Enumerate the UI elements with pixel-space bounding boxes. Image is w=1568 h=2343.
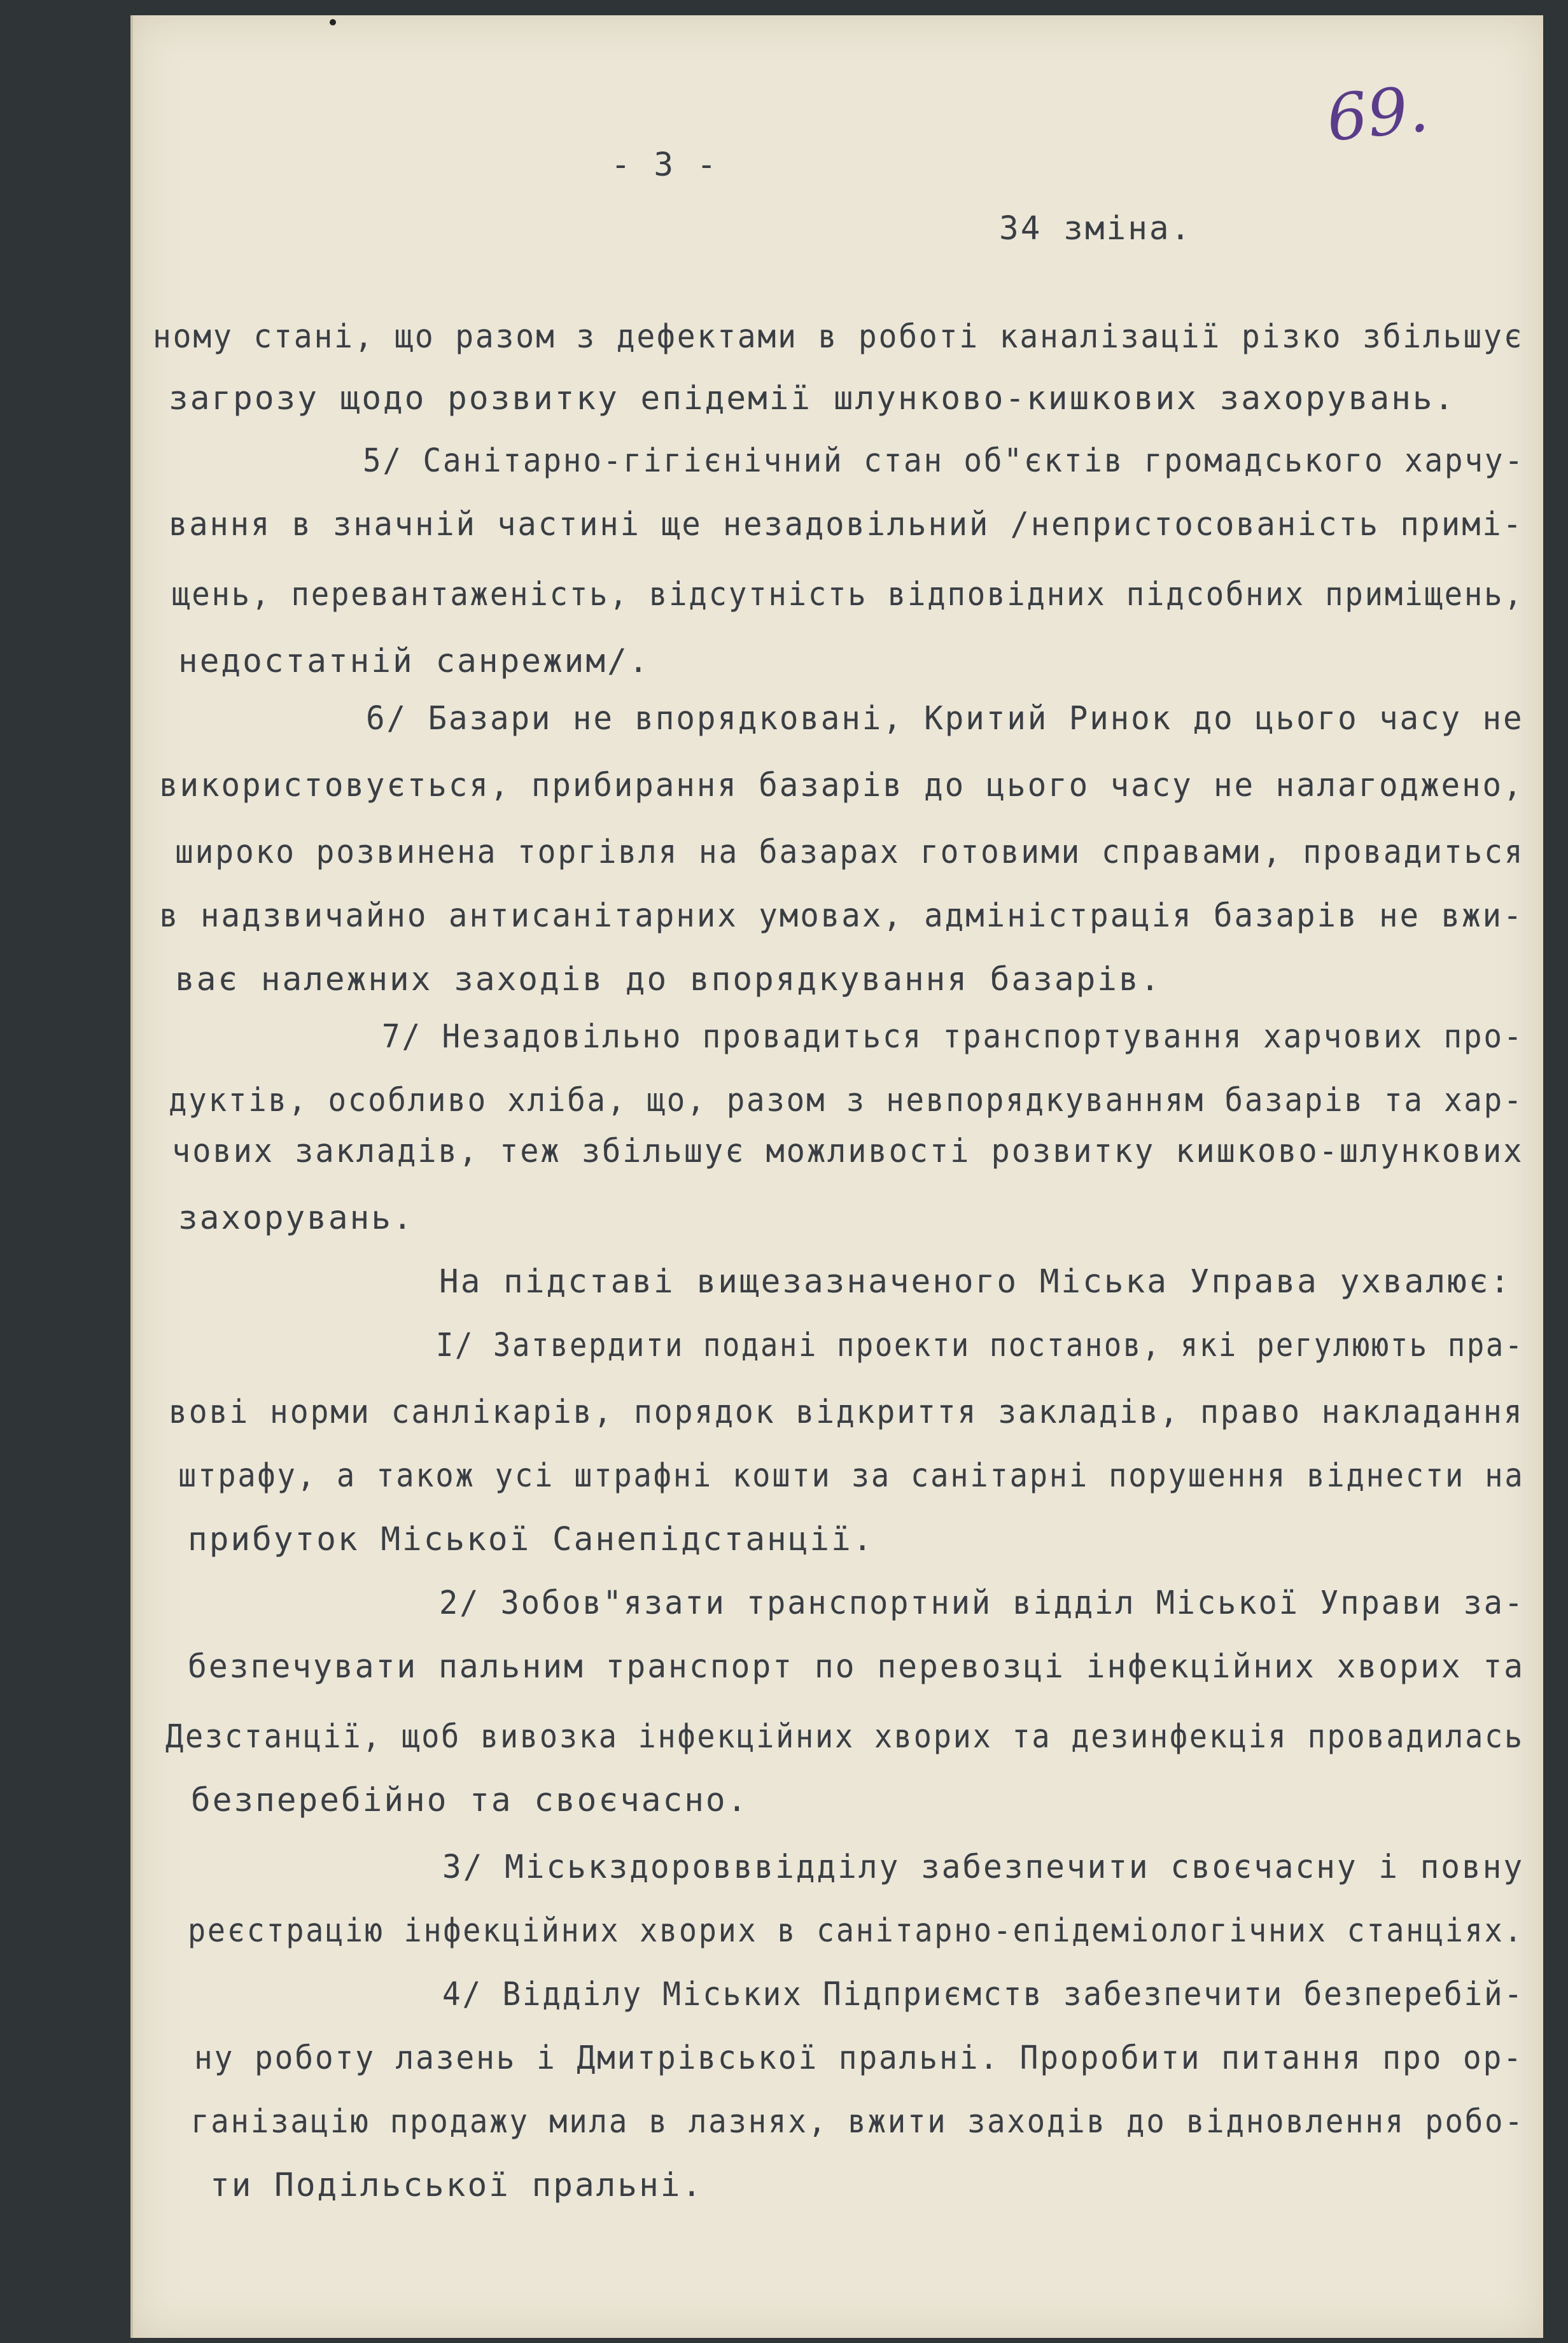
text-line: чових закладів, теж збільшує можливості розвитку кишково-шлункових <box>172 1133 1524 1170</box>
text-line: щень, перевантаженість, відсутність відповідних підсобних приміщень, <box>172 576 1524 613</box>
text-line: в надзвичайно антисанітарних умовах, адміністрація базарів не вжи- <box>159 897 1524 935</box>
text-line: І/ Затвердити подані проекти постанов, які регулюють пра- <box>436 1327 1524 1364</box>
text-line: 2/ Зобов"язати транспортний відділ Міської Управи за- <box>439 1584 1525 1622</box>
text-line: 4/ Відділу Міських Підприємств забезпечити безперебій- <box>442 1976 1524 2013</box>
text-line: вові норми санлікарів, порядок відкриття закладів, право накладання <box>169 1394 1524 1431</box>
text-line: використовується, прибирання базарів до цього часу не налагоджено, <box>159 767 1524 804</box>
text-line: ганізацію продажу мила в лазнях, вжити заходів до відновлення робо- <box>191 2103 1525 2141</box>
page-number: - 3 - <box>611 146 718 184</box>
ink-dot <box>330 19 336 25</box>
page-edge <box>130 15 133 2338</box>
text-line: вання в значній частині ще незадовільний /непристосованість примі- <box>169 506 1523 543</box>
text-line: ну роботу лазень і Дмитрівської пральні. Проробити питання про ор- <box>194 2039 1523 2077</box>
text-line: широко розвинена торгівля на базарах готовими справами, провадиться <box>175 834 1525 871</box>
text-line: захорувань. <box>178 1199 414 1237</box>
text-line: загрозу щодо розвитку епідемії шлунково-кишкових захорувань. <box>169 380 1456 417</box>
text-line: безперебійно та своєчасно. <box>191 1782 749 1819</box>
text-line: ти Подільської пральні. <box>210 2167 704 2204</box>
text-line: недостатній санрежим/. <box>178 643 650 680</box>
text-line: На підставі вищезазначеного Міська Управа ухвалює: <box>439 1263 1512 1301</box>
text-line: ває належних заходів до впорядкування базарів. <box>175 961 1162 998</box>
text-line: Дезстанції, щоб вивозка інфекційних хворих та дезинфекція провадилась <box>165 1718 1524 1756</box>
text-line: реєстрацію інфекційних хворих в санітарно-епідеміологічних станціях. <box>188 1912 1524 1950</box>
text-line: 6/ Базари не впорядковані, Критий Ринок до цього часу не <box>366 700 1524 738</box>
text-line: ному стані, що разом з дефектами в роботі каналізації різко збільшує <box>153 318 1524 356</box>
text-line: дуктів, особливо хліба, що, разом з невпорядкуванням базарів та хар- <box>169 1082 1524 1119</box>
text-line: штрафу, а також усі штрафні кошти за санітарні порушення віднести на <box>178 1457 1525 1495</box>
text-line: 5/ Санітарно-гігієнічний стан об"єктів громадського харчу- <box>363 442 1525 480</box>
change-note: 34 зміна. <box>999 210 1193 248</box>
text-line: 3/ Міськздоровввідділу забезпечити своєчасну і повну <box>442 1849 1525 1886</box>
text-line: прибуток Міської Санепідстанції. <box>188 1521 874 1558</box>
archive-number: 69. <box>1323 71 1432 156</box>
text-line: безпечувати пальним транспорт по перевозці інфекційних хворих та <box>188 1648 1525 1686</box>
text-line: 7/ Незадовільно провадиться транспортування харчових про- <box>382 1018 1524 1056</box>
